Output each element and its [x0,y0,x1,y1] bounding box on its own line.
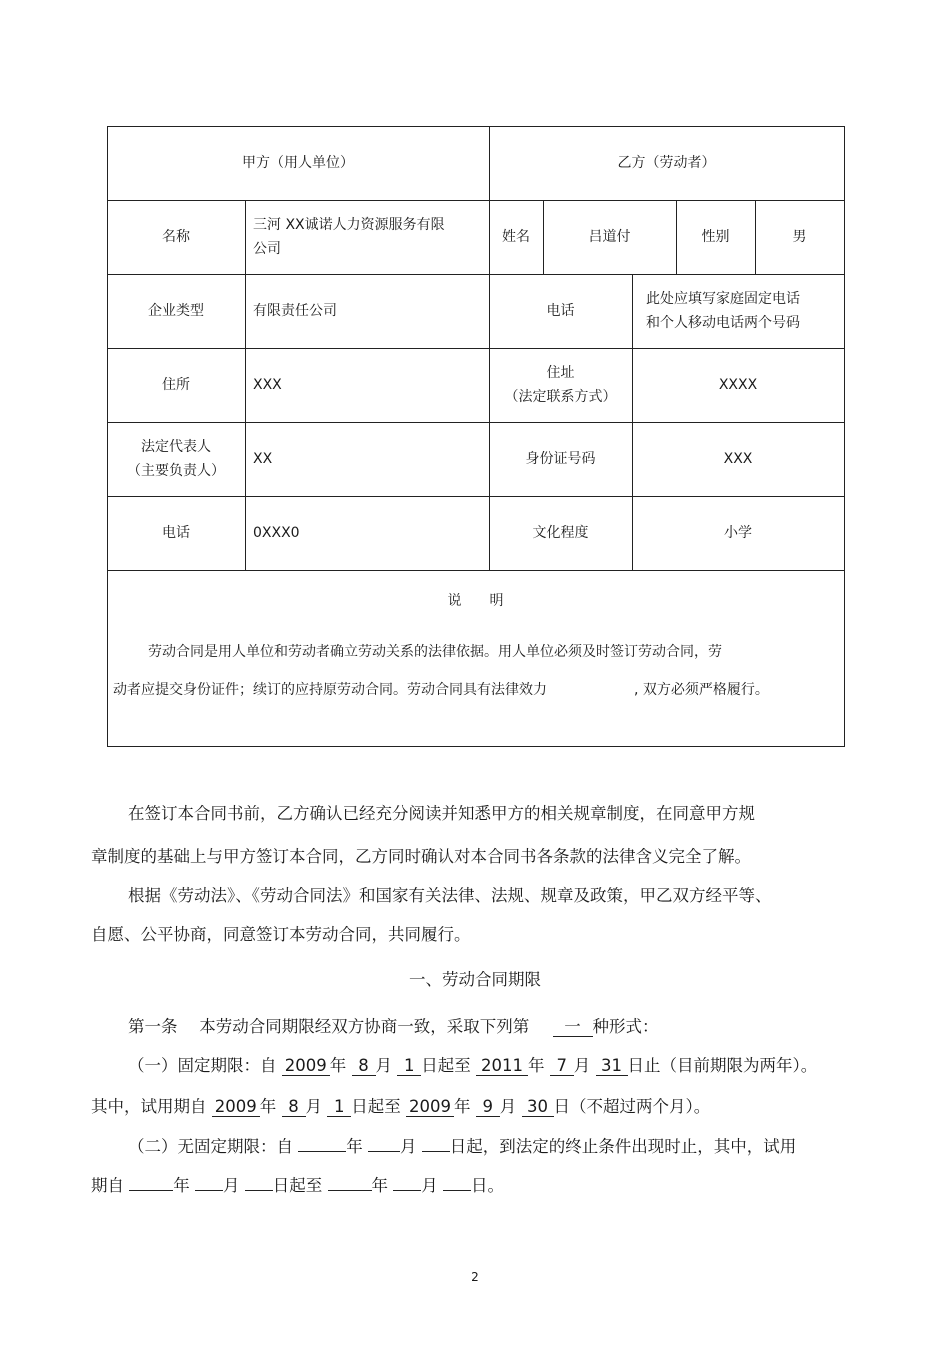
company-name-line2: 公司 [253,241,281,257]
preamble-line2: 章制度的基础上与甲方签订本合同，乙方同时确认对本合同书各条款的法律含义完全了解。 [91,847,751,866]
article-1 [128,1013,659,1037]
trial-start-month-field[interactable]: 8 [282,1098,306,1117]
open-term-line2 [91,1172,504,1196]
month-unit: 月 [305,1097,322,1116]
year-unit: 年 [346,1137,363,1156]
address-label-line1: 住址 [546,365,575,381]
month-unit: 月 [421,1176,438,1195]
trial-end-year-field[interactable]: 2009 [406,1098,454,1117]
open-term-line1 [128,1133,796,1157]
year-unit: 年 [259,1097,277,1116]
article-1-prefix: 第一条 本劳动合同期限经双方协商一致，采取下列第 [128,1017,530,1036]
residence-label: 住所 [162,377,190,393]
address-label-line2: （法定联系方式） [504,389,617,405]
rep-label [107,422,245,496]
trial-start-day-field[interactable]: 1 [327,1098,351,1117]
month-unit: 月 [400,1137,417,1156]
party-a-header: 甲方（用人单位） [242,155,354,171]
section-title: 一、劳动合同期限 [409,970,541,989]
until-text: 日起至 [421,1056,471,1075]
fixed-end-month-field[interactable]: 7 [550,1057,574,1076]
until-text: 日起至 [351,1097,401,1116]
party-b-header: 乙方（劳动者） [617,155,716,171]
fixed-term-suffix: 日止（目前期限为两年）。 [627,1056,818,1075]
b-phone-value [632,274,844,348]
year-unit: 年 [528,1056,545,1075]
fixed-term-prefix: （一）固定期限：自 [128,1056,277,1075]
preamble-line1: 在签订本合同书前，乙方确认已经充分阅读并知悉甲方的相关规章制度，在同意甲方规 [128,804,755,823]
open-trial-prefix: 期自 [91,1176,124,1195]
company-name-value [245,200,489,274]
until-text: 日起至 [272,1176,323,1195]
open-start-year-field[interactable] [298,1151,346,1152]
b-name-label: 姓名 [502,229,530,245]
open-trial-end-day-field[interactable] [443,1190,471,1191]
fixed-end-day-field[interactable]: 31 [596,1057,628,1076]
open-start-month-field[interactable] [368,1151,400,1152]
fixed-end-year-field[interactable]: 2011 [476,1057,528,1076]
a-phone-label: 电话 [162,525,190,541]
month-unit: 月 [375,1056,392,1075]
gender-value: 男 [792,229,807,245]
basis-line2: 自愿、公平协商，同意签订本劳动合同，共同履行。 [91,925,471,944]
open-trial-end-year-field[interactable] [328,1190,372,1191]
b-phone-line1: 此处应填写家庭固定电话 [646,291,800,307]
open-trial-start-month-field[interactable] [195,1190,223,1191]
month-unit: 月 [499,1097,517,1116]
trial-prefix: 其中，试用期自 [91,1097,207,1116]
fixed-start-year-field[interactable]: 2009 [282,1057,330,1076]
address-label [489,348,632,422]
fixed-term-line [128,1052,817,1076]
open-trial-suffix: 日。 [471,1176,504,1195]
company-type-value: 有限责任公司 [253,303,337,319]
month-unit: 月 [573,1056,591,1075]
residence-value: XXX [253,377,282,393]
open-trial-start-year-field[interactable] [129,1190,173,1191]
a-phone-value: 0XXX0 [253,525,300,541]
gender-label: 性别 [701,229,730,245]
open-term-prefix: （二）无固定期限：自 [128,1137,293,1156]
trial-end-day-field[interactable]: 30 [522,1098,554,1117]
note-line2b: , 双方必须严格履行。 [634,682,769,698]
id-value: XXX [723,451,753,467]
fixed-start-day-field[interactable]: 1 [397,1057,421,1076]
open-term-suffix: 日起，到法定的终止条件出现时止，其中，试用 [449,1137,797,1156]
id-label: 身份证号码 [525,451,596,467]
b-phone-line2: 和个人移动电话两个号码 [646,315,800,331]
article-1-suffix: 种形式： [592,1017,659,1036]
note-line1: 劳动合同是用人单位和劳动者确立劳动关系的法律依据。用人单位必须及时签订劳动合同，劳 [148,644,722,660]
year-unit: 年 [329,1056,347,1075]
fixed-start-month-field[interactable]: 8 [352,1057,376,1076]
note-line2a: 动者应提交身份证件；续订的应持原劳动合同。劳动合同具有法律效力 [113,682,547,698]
trial-period-line [91,1093,710,1117]
note-title: 说 明 [447,593,504,609]
education-label: 文化程度 [532,525,589,541]
b-name-value: 吕道付 [588,229,631,245]
b-phone-label: 电话 [546,303,575,319]
year-unit: 年 [371,1176,388,1195]
rep-label-line2: （主要负责人） [127,463,225,479]
trial-suffix: 日（不超过两个月）。 [553,1097,711,1116]
education-value: 小学 [724,525,752,541]
rep-label-line1: 法定代表人 [141,439,211,455]
page-number: 2 [471,1270,479,1284]
open-trial-start-day-field[interactable] [245,1190,273,1191]
address-value: XXXX [718,377,758,393]
name-label: 名称 [162,229,190,245]
trial-end-month-field[interactable]: 9 [476,1098,500,1117]
open-trial-end-month-field[interactable] [393,1190,421,1191]
trial-start-year-field[interactable]: 2009 [212,1098,260,1117]
company-type-label: 企业类型 [148,303,204,319]
year-unit: 年 [454,1097,471,1116]
year-unit: 年 [173,1176,190,1195]
open-start-day-field[interactable] [422,1151,450,1152]
basis-line1: 根据《劳动法》、《劳动合同法》和国家有关法律、法规、规章及政策，甲乙双方经平等、 [128,886,772,905]
company-name-line1: 三河 XX诚诺人力资源服务有限 [253,217,445,233]
month-unit: 月 [223,1176,240,1195]
rep-value: XX [253,451,273,467]
term-choice-field[interactable]: 一 [553,1018,593,1037]
